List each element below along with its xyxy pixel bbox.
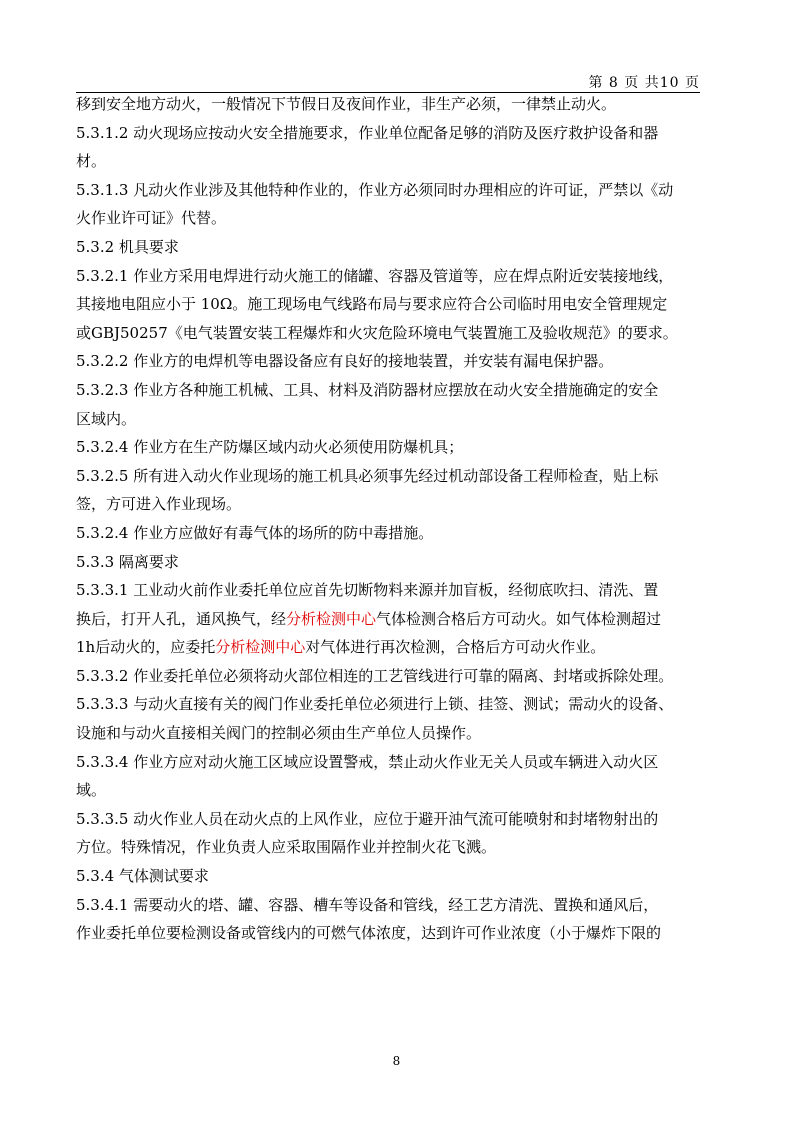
text-line: 火作业许可证》代替。 — [76, 209, 227, 228]
text-line: 5.3.2.2 作业方的电焊机等电器设备应有良好的接地装置，并安装有漏电保护器。 — [76, 352, 614, 371]
document-body — [76, 90, 700, 948]
text-segment: 对气体进行再次检测，合格后方可动火作业。 — [305, 638, 606, 657]
text-line: 设施和与动火直接相关阀门的控制必须由生产单位人员操作。 — [76, 724, 482, 743]
text-line: 区域内。 — [76, 409, 137, 428]
text-segment: 气体检测合格后方可动火。如气体检测超过 — [376, 609, 662, 628]
highlight-term: 分析检测中心 — [286, 609, 377, 628]
text-line: 5.3.4.1 需要动火的塔、罐、容器、槽车等设备和管线，经工艺方清洗、置换和通风后， — [76, 895, 659, 914]
page-number: 8 — [392, 1054, 401, 1068]
text-line-with-highlight — [76, 633, 700, 662]
text-line: 签，方可进入作业现场。 — [76, 495, 242, 514]
text-line: 5.3.1.3 凡动火作业涉及其他特种作业的，作业方必须同时办理相应的许可证，严禁以《动 — [76, 180, 674, 199]
highlight-term: 分析检测中心 — [215, 638, 306, 657]
text-line: 5.3.3.5 动火作业人员在动火点的上风作业，应位于避开油气流可能喷射和封堵物射出的 — [76, 809, 659, 828]
text-line: 5.3.1.2 动火现场应按动火安全措施要求，作业单位配备足够的消防及医疗救护设备和器 — [76, 123, 659, 142]
text-line: 5.3.3.4 作业方应对动火施工区域应设置警戒，禁止动火作业无关人员或车辆进入动火区 — [76, 752, 659, 771]
text-line: 5.3.2.1 作业方采用电焊进行动火施工的储罐、容器及管道等，应在焊点附近安装接地线， — [76, 266, 674, 285]
text-segment: 换后，打开人孔，通风换气，经 — [76, 609, 287, 628]
text-line: 方位。特殊情况，作业负责人应采取围隔作业并控制火花飞溅。 — [76, 838, 497, 857]
text-line: 5.3.2.5 所有进入动火作业现场的施工机具必须事先经过机动部设备工程师检查，贴上标 — [76, 466, 659, 485]
text-line: 5.3.2.3 作业方各种施工机械、工具、材料及消防器材应摆放在动火安全措施确定的安全 — [76, 380, 659, 399]
page-counter: 第 8 页 共10 页 — [588, 75, 700, 91]
text-line: 作业委托单位要检测设备或管线内的可燃气体浓度，达到许可作业浓度（小于爆炸下限的 — [76, 924, 662, 943]
text-line: 移到安全地方动火，一般情况下节假日及夜间作业，非生产必须，一律禁止动火。 — [76, 95, 617, 113]
text-line: 5.3.3.1 工业动火前作业委托单位应首先切断物料来源并加盲板，经彻底吹扫、清洗、置 — [76, 581, 659, 600]
text-line: 或GBJ50257《电气装置安装工程爆炸和火灾危险环境电气装置施工及验收规范》的要求。 — [76, 323, 678, 342]
text-line: 5.3.3.2 作业委托单位必须将动火部位相连的工艺管线进行可靠的隔离、封堵或拆除处理。 — [76, 666, 674, 685]
text-line: 5.3.3.3 与动火直接有关的阀门作业委托单位必须进行上锁、挂签、测试；需动火的设备、 — [76, 695, 674, 714]
page-footer — [0, 1054, 793, 1068]
text-line: 5.3.2.4 作业方在生产防爆区域内动火必须使用防爆机具； — [76, 438, 464, 457]
text-line: 材。 — [76, 152, 107, 171]
text-line: 域。 — [76, 781, 107, 800]
text-segment: 1h后动火的，应委托 — [76, 638, 216, 657]
section-heading: 5.3.2 机具要求 — [76, 237, 179, 256]
section-heading: 5.3.4 气体测试要求 — [76, 867, 209, 886]
text-line: 其接地电阻应小于 10Ω。施工现场电气线路布局与要求应符合公司临时用电安全管理规定 — [76, 295, 668, 314]
text-line: 5.3.2.4 作业方应做好有毒气体的场所的防中毒措施。 — [76, 523, 434, 542]
section-heading: 5.3.3 隔离要求 — [76, 552, 179, 571]
text-line-with-highlight — [76, 605, 700, 634]
